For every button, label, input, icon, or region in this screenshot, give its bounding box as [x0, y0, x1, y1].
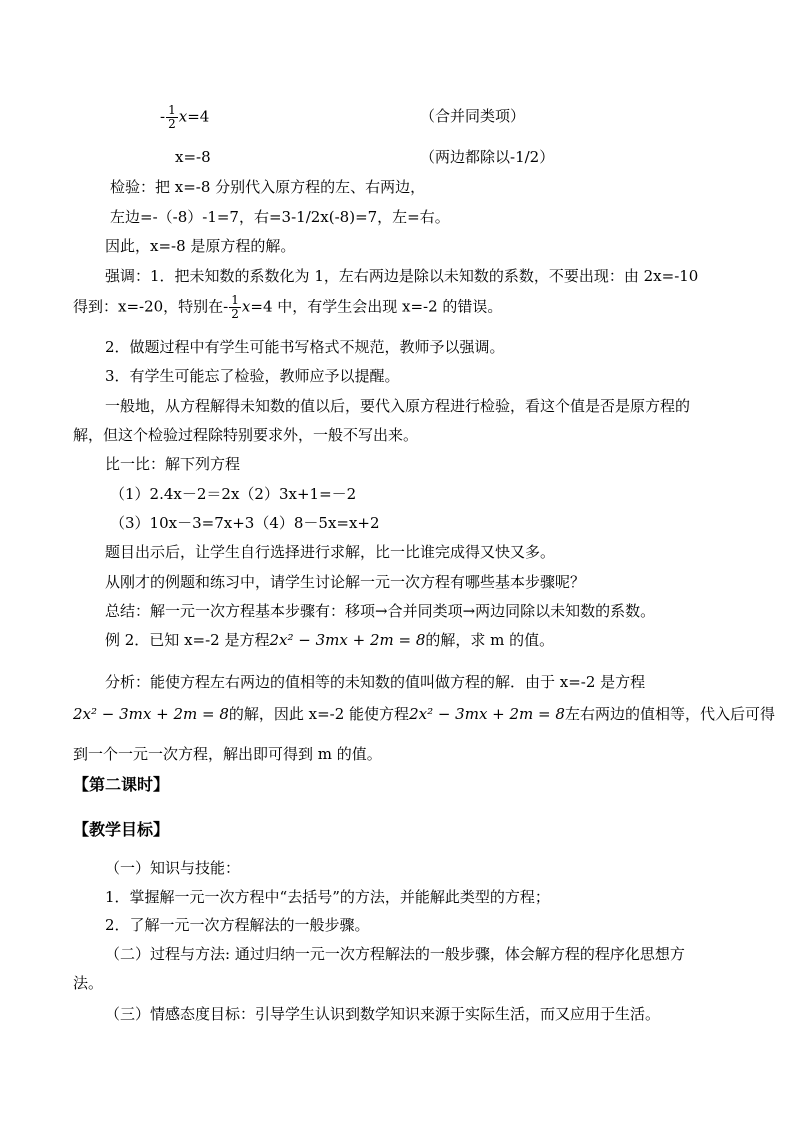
section-heading-teaching-goals: 【教学目标】 [73, 820, 170, 839]
equation: 2x² − 3mx + 2m = 8 [73, 705, 229, 723]
stress-line-1: 强调：1．把未知数的系数化为 1，左右两边是除以未知数的系数，不要出现：由 2x=-10 [105, 267, 699, 285]
equation: 2x² − 3mx + 2m = 8 [269, 631, 426, 649]
stress-line-2: 得到：x=-20，特别在- $\frac{1}{2}$ x=4 中，有学生会出现 x=-2 的错误。 [73, 293, 503, 321]
point-2: 2．做题过程中有学生可能书写格式不规范，教师予以强调。 [105, 338, 505, 356]
equation-note-2: （两边都除以-1/2） [420, 148, 555, 166]
equation-line-1: - $\frac{1}{2}$ x=4 [160, 103, 210, 131]
goal-2b: 法。 [73, 974, 104, 992]
discuss-line: 从刚才的例题和练习中，请学生讨论解一元一次方程有哪些基本步骤呢？ [105, 573, 586, 591]
analysis-line-3: 到一个一元一次方程，解出即可得到 m 的值。 [73, 745, 382, 763]
general-line-2: 解，但这个检验过程除特别要求外，一般不写出来。 [73, 426, 419, 444]
goal-1a: 1．掌握解一元一次方程中“去括号”的方法，并能解此类型的方程； [105, 888, 550, 906]
after-line: 题目出示后，让学生自行选择进行求解，比一比谁完成得又快又多。 [105, 543, 556, 561]
section-heading-second-lesson: 【第二课时】 [73, 775, 170, 794]
equation: 2x² − 3mx + 2m = 8 [409, 705, 565, 723]
therefore-line: 因此，x=-8 是原方程的解。 [105, 237, 296, 255]
fraction: $\frac{1}{2}$ [168, 103, 176, 131]
exercise-line-2: （3）10x－3=7x+3（4）8－5x=x+2 [110, 514, 380, 532]
goal-3: （三）情感态度目标：引导学生认识到数学知识来源于实际生活，而又应用于生活。 [105, 1005, 661, 1023]
goal-1b: 2．了解一元一次方程解法的一般步骤。 [105, 916, 370, 934]
goal-2a: （二）过程与方法: 通过归纳一元一次方程解法的一般步骤，体会解方程的程序化思想方 [105, 945, 685, 963]
check-line-1: 检验：把 x=-8 分别代入原方程的左、右两边， [110, 178, 426, 196]
analysis-line-1: 分析：能使方程左右两边的值相等的未知数的值叫做方程的解．由于 x=-2 是方程 [105, 673, 646, 691]
equation-line-2: x=-8 [175, 148, 211, 166]
equation-note-1: （合并同类项） [420, 107, 526, 125]
compare-heading: 比一比：解下列方程 [105, 455, 241, 473]
point-3: 3．有学生可能忘了检验，教师应予以提醒。 [105, 367, 400, 385]
example-2: 例 2．已知 x=-2 是方程2x² − 3mx + 2m = 8的解，求 m 的值。 [105, 631, 555, 649]
summary-line: 总结：解一元一次方程基本步骤有：移项→合并同类项→两边同除以未知数的系数。 [105, 602, 656, 620]
minus-sign: - [160, 107, 166, 126]
exercise-line-1: （1）2.4x－2＝2x（2）3x+1=－2 [110, 485, 357, 503]
fraction: $\frac{1}{2}$ [231, 293, 239, 321]
goal-1: （一）知识与技能： [105, 859, 241, 877]
general-line-1: 一般地，从方程解得未知数的值以后，要代入原方程进行检验，看这个值是否是原方程的 [105, 397, 691, 415]
check-line-2: 左边=-（-8）-1=7，右=3-1/2x(-8)=7，左=右。 [110, 208, 450, 226]
analysis-line-2: 2x² − 3mx + 2m = 8的解，因此 x=-2 能使方程2x² − 3mx + 2m = 8左右两边的值相等，代入后可得 [73, 705, 775, 723]
